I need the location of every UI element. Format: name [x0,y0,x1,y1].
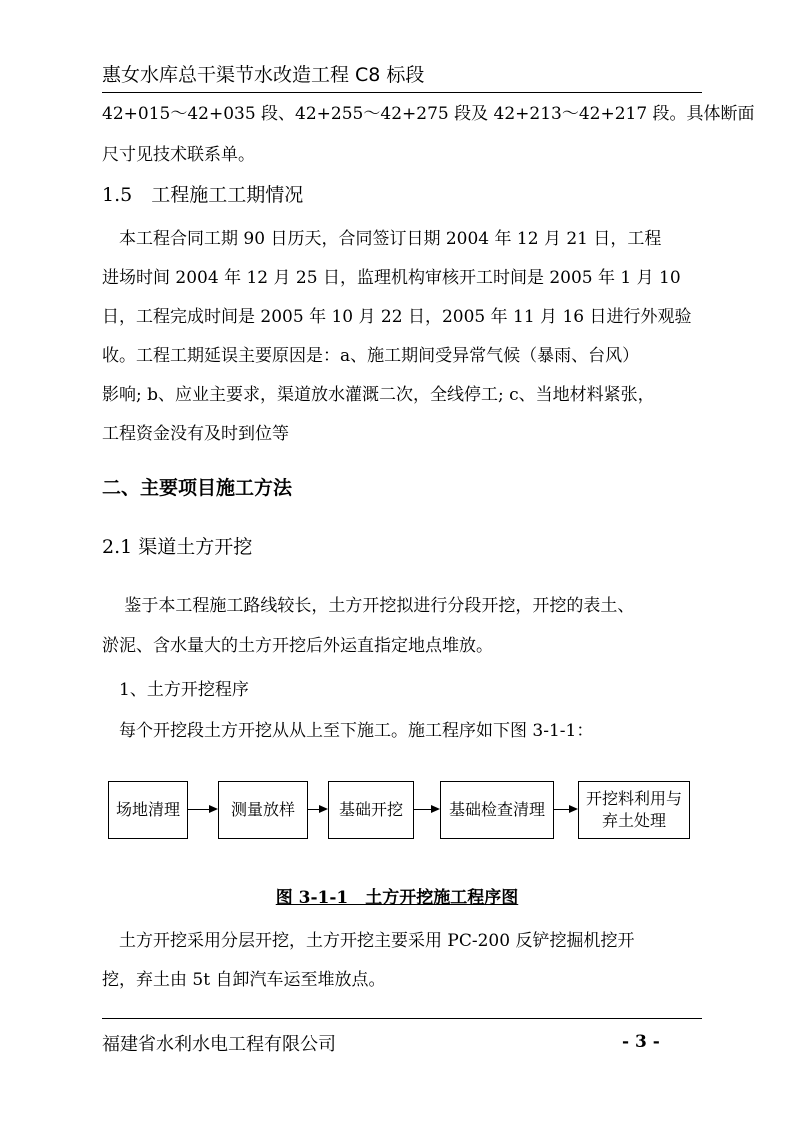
section-heading-2-1: 2.1 渠道土方开挖 [102,536,253,558]
body-line: 工程资金没有及时到位等 [102,424,289,444]
flow-step-foundation-inspection: 基础检查清理 [440,781,554,839]
arrow-icon [554,809,576,810]
flow-step-foundation-excavation: 基础开挖 [328,781,414,839]
page-number: - 3 - [622,1032,660,1052]
footer-company: 福建省水利水电工程有限公司 [102,1034,336,1055]
body-line: 每个开挖段土方开挖从从上至下施工。施工程序如下图 3-1-1： [102,721,594,741]
flow-step-spoil-handling: 开挖料利用与 弃土处理 [578,781,690,839]
flowchart [108,781,698,839]
body-line: 尺寸见技术联系单。 [102,145,255,165]
body-line: 挖，弃土由 5t 自卸汽车运至堆放点。 [102,970,386,990]
subheading: 1、土方开挖程序 [102,680,249,700]
body-line: 日，工程完成时间是 2005 年 10 月 22 日，2005 年 11 月 16 日进行外观验 [102,307,692,327]
flow-step-site-clearing: 场地清理 [108,781,188,839]
body-line: 进场时间 2004 年 12 月 25 日，监理机构审核开工时间是 2005 年 1 月 10 [102,268,681,288]
arrow-icon [188,809,216,810]
section-heading-1-5: 1.5 工程施工工期情况 [102,184,304,206]
body-line: 收。工程工期延误主要原因是：a、施工期间受异常气候（暴雨、台风） [102,346,640,366]
header-divider [102,92,702,93]
footer-divider [102,1018,702,1019]
body-line: 土方开挖采用分层开挖，土方开挖主要采用 PC-200 反铲挖掘机挖开 [102,931,635,951]
body-line: 影响; b、应业主要求，渠道放水灌溉二次，全线停工; c、当地材料紧张， [102,385,655,405]
arrow-icon [414,809,438,810]
page-header-title: 惠女水库总干渠节水改造工程 C8 标段 [102,64,425,86]
figure-caption: 图 3-1-1 土方开挖施工程序图 [275,888,519,908]
body-line: 鉴于本工程施工路线较长，土方开挖拟进行分段开挖，开挖的表土、 [102,596,635,616]
chapter-heading: 二、主要项目施工方法 [102,477,293,499]
arrow-icon [308,809,326,810]
body-line: 本工程合同工期 90 日历天，合同签订日期 2004 年 12 月 21 日，工程 [102,229,662,249]
body-line: 淤泥、含水量大的土方开挖后外运直指定地点堆放。 [102,636,493,656]
flow-step-survey: 测量放样 [218,781,308,839]
body-line: 42+015～42+035 段、42+255～42+275 段及 42+213～42+217 段。具体断面 [102,104,755,124]
